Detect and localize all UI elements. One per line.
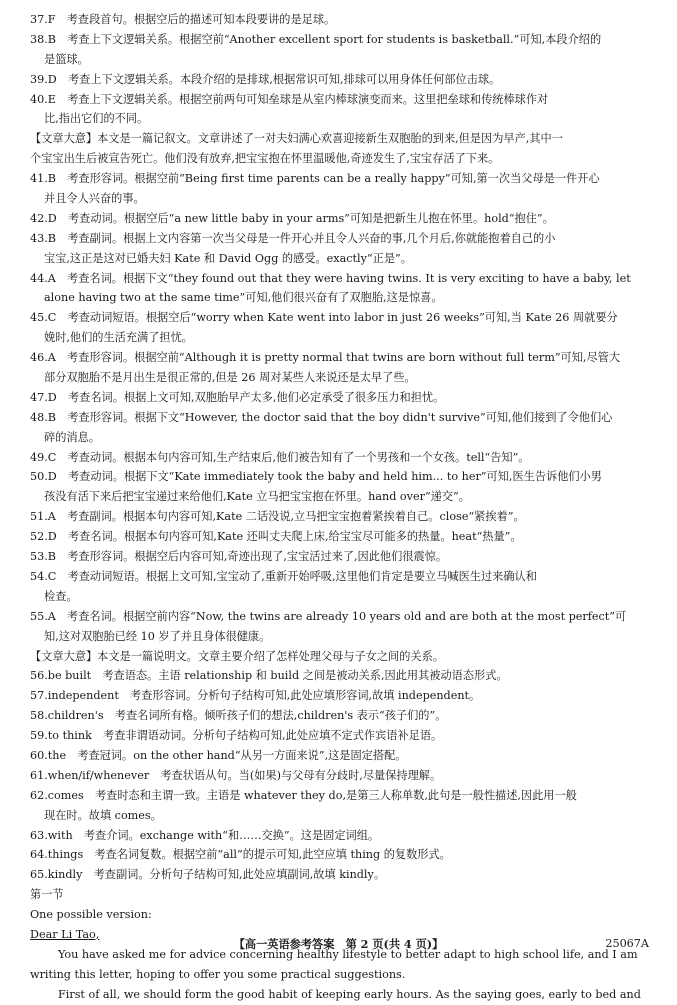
text-line — [30, 567, 650, 587]
line-text: 41.B 考查形容词。根据空前“Being first time parents can be a really happy”可知,第一次当父母是一件开心 — [30, 172, 600, 186]
line-text: 37.F 考查段首句。根据空后的描述可知本段要讲的是足球。 — [30, 13, 336, 26]
text-line — [30, 70, 650, 90]
text-line — [30, 10, 650, 30]
page-footer — [0, 934, 677, 954]
text-line — [30, 30, 650, 50]
line-text: First of all, we should form the good habit of keeping early hours. As the saying goes, early to bed and — [58, 987, 641, 1001]
text-line — [30, 269, 650, 289]
text-line — [30, 209, 650, 229]
line-text: 65.kindly 考查副词。分析句子结构可知,此处应填副词,故填 kindly。 — [30, 868, 386, 882]
line-text: 64.things 考查名词复数。根据空前“all”的提示可知,此空应填 thing 的复数形式。 — [30, 848, 451, 862]
line-text: 是篮球。 — [44, 52, 89, 66]
line-text: 47.D 考查名词。根据上文可知,双胞胎早产太多,他们必定承受了很多压力和担忧。 — [30, 390, 445, 404]
line-text: 57.independent 考查形容词。分析句子结构可知,此处应填形容词,故填 independent。 — [30, 689, 481, 703]
line-text: 39.D 考查上下文逻辑关系。本段介绍的是排球,根据常识可知,排球可以用身体任何部位击球。 — [30, 72, 501, 86]
line-text: 并且令人兴奋的事。 — [44, 192, 145, 206]
line-text: One possible version: — [30, 908, 152, 922]
text-line — [30, 826, 650, 846]
line-text: 现在时。故填 comes。 — [44, 808, 162, 822]
text-line — [30, 428, 650, 448]
text-line — [30, 169, 650, 189]
line-text: 48.B 考查形容词。根据下文“However, the doctor said that the boy didn't survive”可知,他们接到了令他们心 — [30, 410, 613, 424]
line-text: 宝宝,这正是这对已婚夫妇 Kate 和 David Ogg 的感受。exactly“正是”。 — [44, 251, 412, 265]
line-text: You have asked me for advice concerning healthy lifestyle to better adapt to high school life, and I am — [58, 947, 638, 961]
text-line — [30, 408, 650, 428]
line-text: Dear Li Tao, — [30, 927, 100, 941]
line-text: 43.B 考查副词。根据上文内容第一次当父母是一件开心并且令人兴奋的事,几个月后,你就能抱着自己的小 — [30, 231, 556, 245]
line-text: 知,这对双胞胎已经 10 岁了并且身体很健康。 — [44, 629, 271, 643]
text-line — [30, 686, 650, 706]
text-line — [30, 607, 650, 627]
text-line — [30, 666, 650, 686]
line-text: 45.C 考查动词短语。根据空后“worry when Kate went into labor in just 26 weeks”可知,当 Kate 26 周就要分 — [30, 311, 618, 325]
line-text: 38.B 考查上下文逻辑关系。根据空前“Another excellent sport for students is basketball.”可知,本段介绍的 — [30, 32, 602, 46]
text-line — [30, 129, 650, 149]
line-text: 58.children's 考查名词所有格。倾听孩子们的想法,children's 表示“孩子们的”。 — [30, 709, 447, 723]
line-text: 51.A 考查副词。根据本句内容可知,Kate 二话没说,立马把宝宝抱着紧挨着自己。close“紧挨着”。 — [30, 510, 525, 524]
text-line — [30, 706, 650, 726]
line-text: 56.be built 考查语态。主语 relationship 和 build 之间是被动关系,因此用其被动语态形式。 — [30, 669, 508, 683]
text-line — [30, 467, 650, 487]
line-text: alone having two at the same time”可知,他们很兴奋有了双胞胎,这是惊喜。 — [44, 291, 443, 305]
text-line — [30, 308, 650, 328]
line-text: 52.D 考查名词。根据本句内容可知,Kate 还叫丈夫爬上床,给宝宝尽可能多的热量。heat“热量”。 — [30, 530, 522, 544]
text-line — [30, 288, 650, 308]
text-line — [30, 587, 650, 607]
text-line — [30, 746, 650, 766]
text-line — [30, 647, 650, 667]
line-text: 54.C 考查动词短语。根据上文可知,宝宝动了,重新开始呼吸,这里他们肯定是要立马喊医生过来确认和 — [30, 569, 537, 583]
text-line — [30, 189, 650, 209]
text-line — [30, 885, 650, 905]
text-line — [30, 388, 650, 408]
line-text: 53.B 考查形容词。根据空后内容可知,奇迹出现了,宝宝活过来了,因此他们很震惊。 — [30, 550, 448, 564]
line-text: 49.C 考查动词。根据本句内容可知,生产结束后,他们被告知有了一个男孩和一个女孩。tell“告知”。 — [30, 450, 530, 464]
line-text: 62.comes 考查时态和主谓一致。主语是 whatever they do,是第三人称单数,此句是一般性描述,因此用一般 — [30, 788, 577, 802]
line-text: 55.A 考查名词。根据空前内容“Now, the twins are already 10 years old and are both at the most perfect”可 — [30, 609, 627, 623]
text-line — [30, 348, 650, 368]
text-line — [30, 806, 650, 826]
line-text: 60.the 考查冠词。on the other hand“从另一方面来说”,这是固定搭配。 — [30, 748, 407, 762]
answer-content — [30, 10, 650, 1005]
text-line — [30, 627, 650, 647]
text-line — [30, 786, 650, 806]
line-text: 娩时,他们的生活充满了担忧。 — [44, 331, 193, 345]
text-line — [30, 766, 650, 786]
footer-title: 【高一英语参考答案 第 2 页(共 4 页)】 — [233, 937, 444, 951]
line-text: 第一节 — [30, 888, 64, 902]
line-text: 40.E 考查上下文逻辑关系。根据空前两句可知垒球是从室内棒球演变而来。这里把垒球和传统棒球作对 — [30, 92, 549, 106]
line-text: 个宝宝出生后被宣告死亡。他们没有放弃,把宝宝抱在怀里温暖他,奇迹发生了,宝宝存活了下来。 — [30, 152, 500, 166]
text-line — [30, 965, 650, 985]
line-text: 检查。 — [44, 589, 78, 603]
text-line — [30, 368, 650, 388]
text-line — [30, 726, 650, 746]
line-text: 63.with 考查介词。exchange with“和……交换”。这是固定词组。 — [30, 828, 380, 842]
text-line — [30, 328, 650, 348]
line-text: 59.to think 考查非谓语动词。分析句子结构可知,此处应填不定式作宾语补足语。 — [30, 729, 443, 743]
text-line — [30, 229, 650, 249]
text-line — [30, 149, 650, 169]
line-text: 61.when/if/whenever 考查状语从句。当(如果)与父母有分歧时,尽量保持理解。 — [30, 768, 442, 782]
text-line — [30, 507, 650, 527]
line-text: 46.A 考查形容词。根据空前“Although it is pretty normal that twins are born without full term”可知,尽管大 — [30, 351, 621, 365]
line-text: 50.D 考查动词。根据下文“Kate immediately took the baby and held him... to her”可知,医生告诉他们小男 — [30, 470, 602, 484]
line-text: 【文章大意】本文是一篇说明文。文章主要介绍了怎样处理父母与子女之间的关系。 — [30, 649, 444, 663]
text-line — [30, 985, 650, 1005]
paper-code: 25067A — [605, 937, 649, 950]
text-line — [30, 487, 650, 507]
text-line — [30, 865, 650, 885]
text-line — [30, 845, 650, 865]
text-line — [30, 527, 650, 547]
text-line — [30, 109, 650, 129]
line-text: 44.A 考查名词。根据下文“they found out that they were having twins. It is very exciting to have a baby, let — [30, 271, 631, 285]
line-text: 部分双胞胎不是月出生是很正常的,但是 26 周对某些人来说还是太早了些。 — [44, 371, 416, 385]
text-line — [30, 90, 650, 110]
text-line — [30, 448, 650, 468]
text-line — [30, 547, 650, 567]
line-text: 比,指出它们的不同。 — [44, 112, 149, 126]
line-text: 碎的消息。 — [44, 430, 100, 444]
text-line — [30, 249, 650, 269]
text-line — [30, 50, 650, 70]
text-line — [30, 905, 650, 925]
line-text: 【文章大意】本文是一篇记叙文。文章讲述了一对夫妇满心欢喜迎接新生双胞胎的到来,但是因为早产,其中一 — [30, 132, 563, 146]
line-text: 孩没有活下来后把宝宝递过来给他们,Kate 立马把宝宝抱在怀里。hand over“递交”。 — [44, 490, 470, 504]
line-text: writing this letter, hoping to offer you some practical suggestions. — [30, 967, 406, 981]
line-text: 42.D 考查动词。根据空后“a new little baby in your arms”可知是把新生儿抱在怀里。hold“抱住”。 — [30, 211, 554, 225]
